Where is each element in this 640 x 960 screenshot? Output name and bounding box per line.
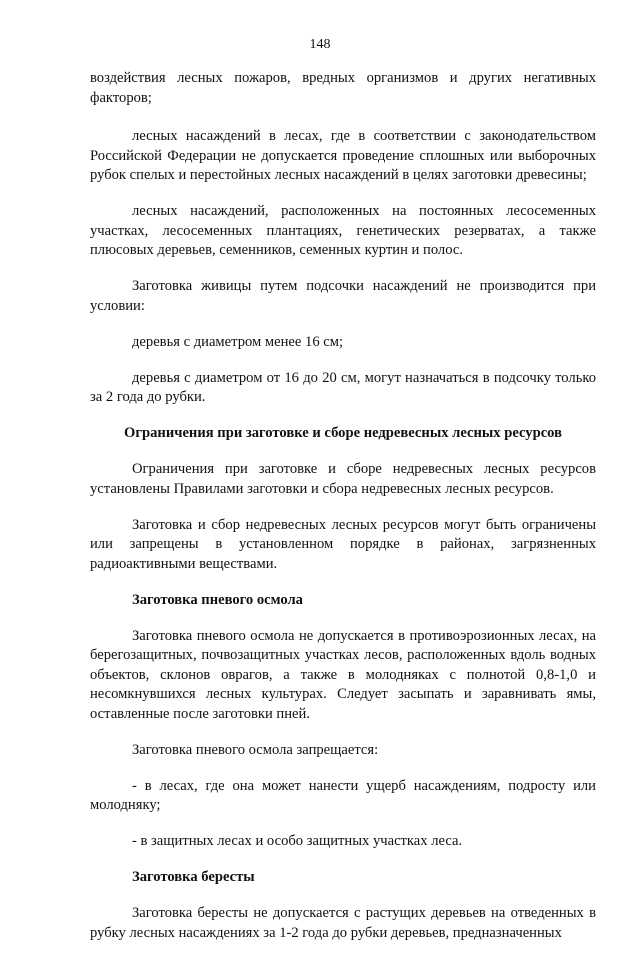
paragraph: Ограничения при заготовке и сборе недревесных лесных ресурсов установлены Правилами заготовки и сбора недревесных лесных ресурсов. <box>90 461 596 497</box>
list-item-paragraph: - в защитных лесах и особо защитных участках леса. <box>132 833 463 849</box>
document-body <box>90 69 596 960</box>
list-item-paragraph: деревья с диаметром менее 16 см; <box>132 333 344 350</box>
section-heading: Заготовка пневого осмола <box>132 591 303 608</box>
paragraph: Заготовка бересты не допускается с растущих деревьев на отведенных в рубку лесных насаждениях за 1-2 года до рубки деревьев, предназначенных <box>90 905 596 941</box>
paragraph: Заготовка и сбор недревесных лесных ресурсов могут быть ограничены или запрещены в установленном порядке в районах, загрязненных радиоактивными веществами. <box>90 516 596 572</box>
paragraph: Заготовка живицы путем подсочки насаждений не производится при условии: <box>90 278 596 314</box>
paragraph-continuation: воздействия лесных пожаров, вредных организмов и других негативных факторов; <box>90 70 596 106</box>
page-number: 148 <box>309 37 331 52</box>
paragraph: Заготовка пневого осмола запрещается: <box>132 741 379 758</box>
list-item-paragraph: лесных насаждений в лесах, где в соответствии с законодательством Российской Федерации не допускается проведение сплошных или выборочных рубок спелых и перестойных лесных насаждений в целях заготовки древесины; <box>90 128 596 183</box>
section-heading: Заготовка бересты <box>132 869 255 885</box>
section-heading: Ограничения при заготовке и сборе недревесных лесных ресурсов <box>124 425 562 441</box>
list-item-paragraph: лесных насаждений, расположенных на постоянных лесосеменных участках, лесосеменных плантациях, генетических резерватах, а также плюсовых деревьев, семенников, семенных куртин и полос. <box>90 203 596 258</box>
list-item-paragraph: - в лесах, где она может нанести ущерб насаждениям, подросту или молодняку; <box>90 777 596 813</box>
list-item-paragraph: деревья с диаметром от 16 до 20 см, могут назначаться в подсочку только за 2 года до рубки. <box>90 369 596 405</box>
paragraph: Заготовка пневого осмола не допускается в противоэрозионных лесах, на берегозащитных, почвозащитных участках лесов, расположенных вдоль водных объектов, склонов оврагов, а также в молодняках с полнотой 0,8-1,0 и несомкнувшихся лесных культурах. Следует засыпать и заравнивать ямы, оставленные после заготовки пней. <box>90 627 596 722</box>
